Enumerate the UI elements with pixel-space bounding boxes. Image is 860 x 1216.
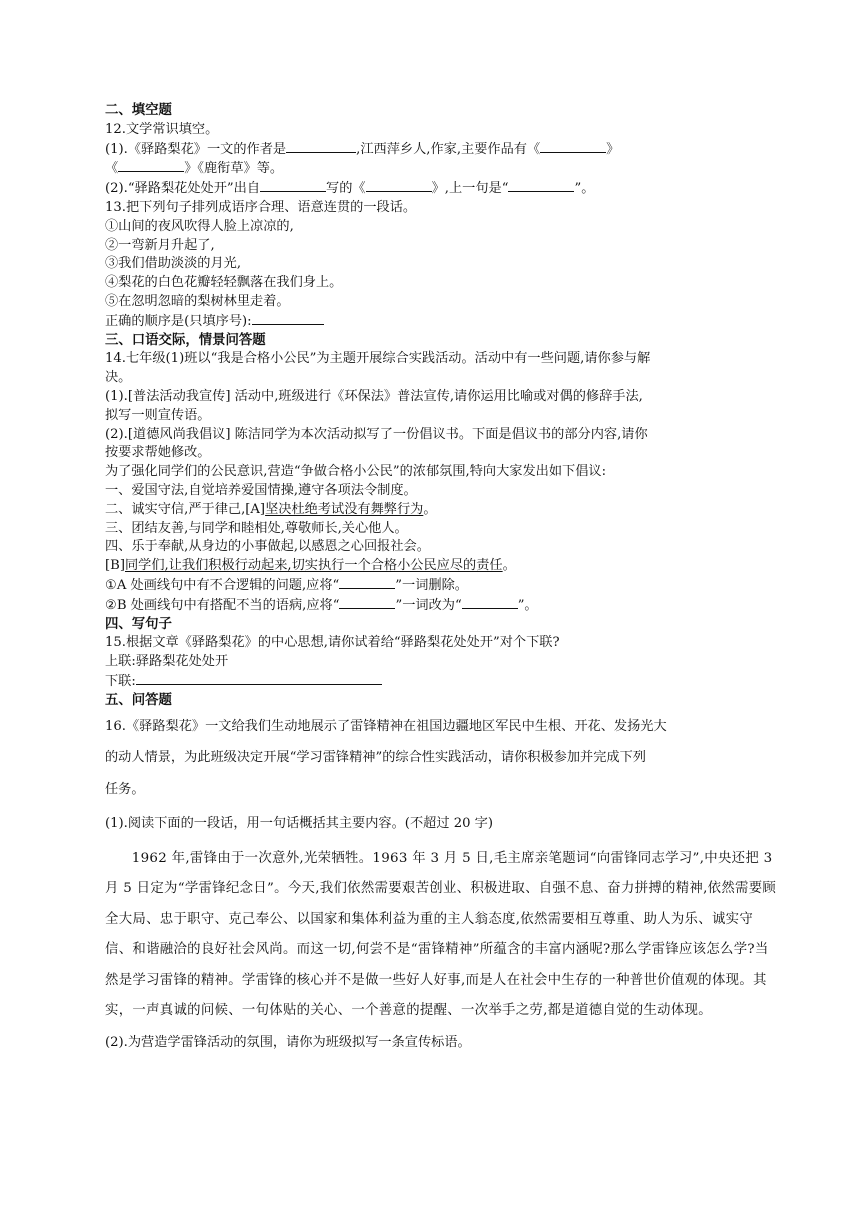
q16-intro: 任务。: [105, 781, 145, 797]
answer-blank[interactable]: [366, 179, 432, 192]
proposal-item: 四、乐于奉献,从身边的小事做起,以感恩之心回报社会。: [105, 539, 430, 555]
q16-intro: 16.《驿路梨花》一文给我们生动地展示了雷锋精神在祖国边疆地区军民中生根、开花、发扬光大: [105, 718, 667, 734]
answer-blank[interactable]: [339, 576, 395, 589]
answer-blank[interactable]: [540, 140, 606, 153]
proposal-item: [B]同学们,让我们积极行动起来,切实执行一个合格小公民应尽的责任。: [105, 558, 516, 574]
proposal-item: 二、诚实守信,严于律己,[A]坚决杜绝考试没有舞弊行为。: [105, 501, 437, 517]
answer-blank[interactable]: [339, 596, 395, 609]
q14-sub1: ①A 处画线句中有不合逻辑的问题,应将“ ”一词删除。: [105, 577, 468, 593]
reading-passage: 1962 年,雷锋由于一次意外,光荣牺牲。1963 年 3 月 5 日,毛主席亲笔题词“向雷锋同志学习”,中央还把 3 月 5 日定为“学雷锋纪念日”。今天,我们依然需要艰苦创业、积极进取、自强不息、奋力拼搏的精神,依然需要顾全大局、忠于职守、克己奉公、以国家和集体利益为重的主人翁态度,依然需要相互尊重、助人为乐、诚实守信、和谐融洽的良好社会风尚。而这一切,何尝不是“雷锋精神”所蕴含的丰富内涵呢?那么学雷锋应该怎么学?当然是学习雷锋的精神。学雷锋的核心并不是做一些好人好事,而是人在社会中生存的一种普世价值观的体现。其实，一声真诚的问候、一句体贴的关心、一个善意的提醒、一次举手之劳,都是道德自觉的生动体现。: [105, 850, 777, 1019]
answer-blank[interactable]: [136, 672, 382, 685]
q16-part1: (1).阅读下面的一段话，用一句话概括其主要内容。(不超过 20 字): [105, 816, 494, 831]
section-heading-fill: 二、填空题: [105, 103, 172, 118]
proposal-item: 三、团结友善,与同学和睦相处,尊敬师长,关心他人。: [105, 520, 408, 536]
q15-title: 15.根据文章《驿路梨花》的中心思想,请你试着给“驿路梨花处处开”对个下联?: [105, 635, 560, 651]
q13-item: ⑤在忽明忽暗的梨树林里走着。: [105, 293, 290, 309]
q13-item: ②一弯新月升起了,: [105, 237, 215, 253]
answer-blank[interactable]: [462, 596, 518, 609]
q12-title: 12.文学常识填空。: [105, 121, 219, 137]
q16-intro: 的动人情景，为此班级决定开展“学习雷锋精神”的综合性实践活动，请你积极参加并完成下列: [105, 750, 646, 765]
answer-blank[interactable]: [252, 312, 324, 325]
proposal-item: 一、爱国守法,自觉培养爱国情操,遵守各项法令制度。: [105, 482, 417, 498]
underlined-sentence-a: 坚决杜绝考试没有舞弊行为: [265, 501, 424, 517]
answer-blank[interactable]: [260, 179, 326, 192]
answer-blank[interactable]: [508, 179, 574, 192]
proposal-lead: 为了强化同学们的公民意识,营造“争做合格小公民”的浓郁氛围,特向大家发出如下倡议:: [105, 464, 607, 480]
q13-title: 13.把下列句子排列成语序合理、语意连贯的一段话。: [105, 199, 417, 215]
q14-part1: 拟写一则宣传语。: [105, 407, 211, 423]
q12-part2: (2).“驿路梨花处处开”出自 写的《 》,上一句是“ ”。: [105, 181, 595, 197]
q15-upper: 上联:驿路梨花处处开: [105, 654, 229, 670]
q14-part2: 按要求帮她修改。: [105, 445, 211, 461]
q16-part2: (2).为营造学雷锋活动的氛围，请你为班级拟写一条宣传标语。: [105, 1035, 471, 1051]
q12-part1-line1: (1).《驿路梨花》一文的作者是 ,江西萍乡人,作家,主要作品有《 》: [105, 141, 620, 157]
answer-blank[interactable]: [286, 140, 356, 153]
underlined-sentence-b: 同学们,让我们积极行动起来,切实执行一个合格小公民应尽的责任: [124, 558, 503, 574]
q14-part2: (2).[道德风尚我倡议] 陈洁同学为本次活动拟写了一份倡议书。下面是倡议书的部分内容,请你: [105, 426, 648, 442]
q14-intro: 14.七年级(1)班以“我是合格小公民”为主题开展综合实践活动。活动中有一些问题,请你参与解: [105, 351, 651, 367]
worksheet-page: [105, 102, 777, 1059]
q12-part1-line2: 《 》《鹿衔草》等。: [105, 161, 284, 177]
q14-part1: (1).[普法活动我宣传] 活动中,班级进行《环保法》普法宣传,请你运用比喻或对偶的修辞手法,: [105, 388, 643, 404]
answer-blank[interactable]: [118, 159, 184, 172]
q15-lower: 下联:: [105, 672, 777, 692]
q14-intro: 决。: [105, 370, 132, 386]
section-heading-write: 四、写句子: [105, 616, 172, 632]
section-heading-oral: 三、口语交际，情景问答题: [105, 332, 266, 348]
q13-item: ④梨花的白色花瓣轻轻飘落在我们身上。: [105, 275, 343, 291]
q13-answer: 正确的顺序是(只填序号):: [105, 312, 777, 332]
q13-item: ③我们借助淡淡的月光,: [105, 256, 242, 272]
section-heading-qa: 五、问答题: [105, 692, 172, 708]
q14-sub2: ②B 处画线句中有搭配不当的语病,应将“ ”一词改为“ ”。: [105, 597, 538, 613]
q13-item: ①山间的夜风吹得人脸上凉凉的,: [105, 218, 294, 234]
